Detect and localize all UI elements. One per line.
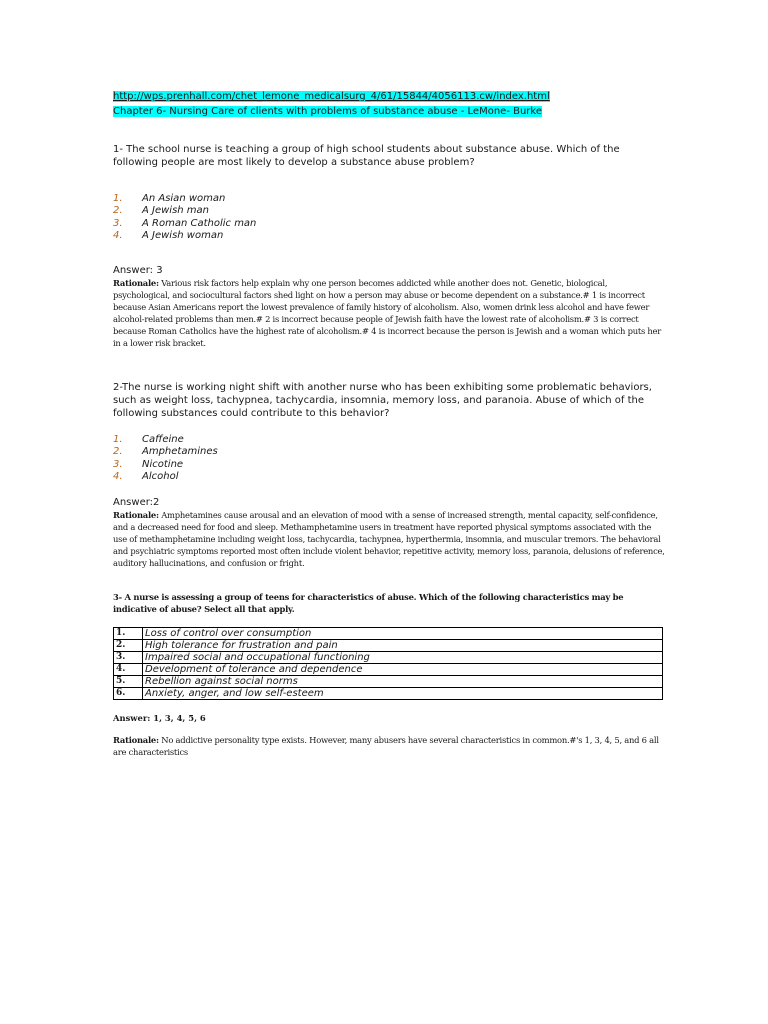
rationale-label: Rationale: — [113, 278, 159, 289]
table-row — [114, 688, 663, 700]
question-1: 1- The school nurse is teaching a group of high school students about substance abuse. Which of the following people are most likely to develop a substance abuse problem? — [113, 144, 620, 168]
row-text: Impaired social and occupational functioning — [143, 652, 663, 664]
table-row — [114, 628, 663, 640]
option-number: 3. — [113, 217, 123, 229]
option-text: Caffeine — [142, 434, 184, 446]
option-item — [113, 434, 665, 446]
question-2-answer: Answer:2 — [113, 497, 160, 509]
row-number: 6. — [114, 688, 143, 700]
option-item — [113, 205, 665, 217]
row-text: Anxiety, anger, and low self-esteem — [143, 688, 663, 700]
option-text: An Asian woman — [142, 193, 226, 204]
question-3-rationale — [113, 734, 665, 758]
option-text: A Jewish man — [142, 205, 210, 217]
table-row — [114, 652, 663, 664]
option-number: 1. — [113, 193, 123, 204]
row-text: Development of tolerance and dependence — [143, 664, 663, 676]
document-page — [113, 88, 665, 758]
rationale-text: Various risk factors help explain why one person becomes addicted while another does not. Genetic, biological, psychological, and sociocultural factors shed light on how a person may abuse or become dependent on a substance.# 1 is incorrect because Asian Americans report the lowest prevalence of family history of alcoholism. Also, women drink less alcohol and have fewer alcohol-related problems than men.# 2 is incorrect because people of Jewish faith have the lowest rate of alcoholism.# 3 is correct because Roman Catholics have the highest rate of alcoholism.# 4 is incorrect because the person is Jewish and a woman which puts her in a lower risk bracket. — [113, 278, 662, 349]
question-1-answer: Answer: 3 — [113, 265, 163, 277]
option-item — [113, 446, 665, 458]
option-number: 1. — [113, 434, 123, 446]
question-3-answer: Answer: 1, 3, 4, 5, 6 — [113, 713, 206, 724]
option-number: 2. — [113, 446, 123, 458]
row-text: High tolerance for frustration and pain — [143, 640, 663, 652]
option-text: Alcohol — [142, 471, 179, 483]
rationale-label: Rationale: — [113, 735, 159, 746]
option-item — [113, 471, 665, 483]
question-1-options — [113, 193, 665, 242]
row-number: 5. — [114, 676, 143, 688]
source-url-link[interactable]: http://wps.prenhall.com/chet_lemone_medicalsurg_4/61/15844/4056113.cw/index.html — [113, 91, 550, 102]
row-number: 2. — [114, 640, 143, 652]
option-number: 3. — [113, 458, 123, 470]
document-header — [113, 88, 665, 118]
question-2-options — [113, 434, 665, 483]
option-number: 4. — [113, 229, 123, 241]
question-1-rationale — [113, 277, 665, 349]
characteristics-table — [113, 627, 663, 700]
chapter-title: Chapter 6- Nursing Care of clients with problems of substance abuse - LeMone- Burke — [113, 106, 543, 117]
option-number: 4. — [113, 471, 123, 483]
question-2: 2-The nurse is working night shift with another nurse who has been exhibiting some problematic behaviors, such as weight loss, tachypnea, tachycardia, insomnia, memory loss, and paranoia. Abuse of which of the following substances could contribute to this behavior? — [113, 382, 652, 420]
rationale-label: Rationale: — [113, 510, 159, 521]
option-text: A Jewish woman — [142, 229, 224, 241]
option-text: A Roman Catholic man — [142, 217, 257, 229]
question-2-rationale — [113, 509, 665, 569]
row-number: 4. — [114, 664, 143, 676]
option-number: 2. — [113, 205, 123, 217]
rationale-text: Amphetamines cause arousal and an elevation of mood with a sense of increased strength, mental capacity, self-confidence, and a decreased need for food and sleep. Methamphetamine users in treatment have reported physical symptoms associated with the use of methamphetamine including weight loss, tachycardia, tachypnea, hyperthermia, insomnia, and muscular tremors. The behavioral and psychiatric symptoms reported most often include violent behavior, repetitive activity, memory loss, paranoia, delusions of reference, auditory hallucinations, and confusion or fright. — [113, 510, 665, 569]
question-3: 3- A nurse is assessing a group of teens for characteristics of abuse. Which of the following characteristics may be indicative of abuse? Select all that apply. — [113, 592, 624, 615]
row-number: 3. — [114, 652, 143, 664]
option-item — [113, 218, 665, 230]
option-item — [113, 193, 665, 205]
table-row — [114, 640, 663, 652]
option-item — [113, 459, 665, 471]
table-row — [114, 664, 663, 676]
rationale-text: No addictive personality type exists. However, many abusers have several characteristics in common.#'s 1, 3, 4, 5, and 6 all are characteristics — [113, 735, 659, 758]
option-text: Nicotine — [142, 458, 184, 470]
table-row — [114, 676, 663, 688]
row-number: 1. — [114, 628, 143, 640]
row-text: Loss of control over consumption — [143, 628, 663, 640]
option-item — [113, 230, 665, 242]
option-text: Amphetamines — [142, 446, 218, 458]
row-text: Rebellion against social norms — [143, 676, 663, 688]
